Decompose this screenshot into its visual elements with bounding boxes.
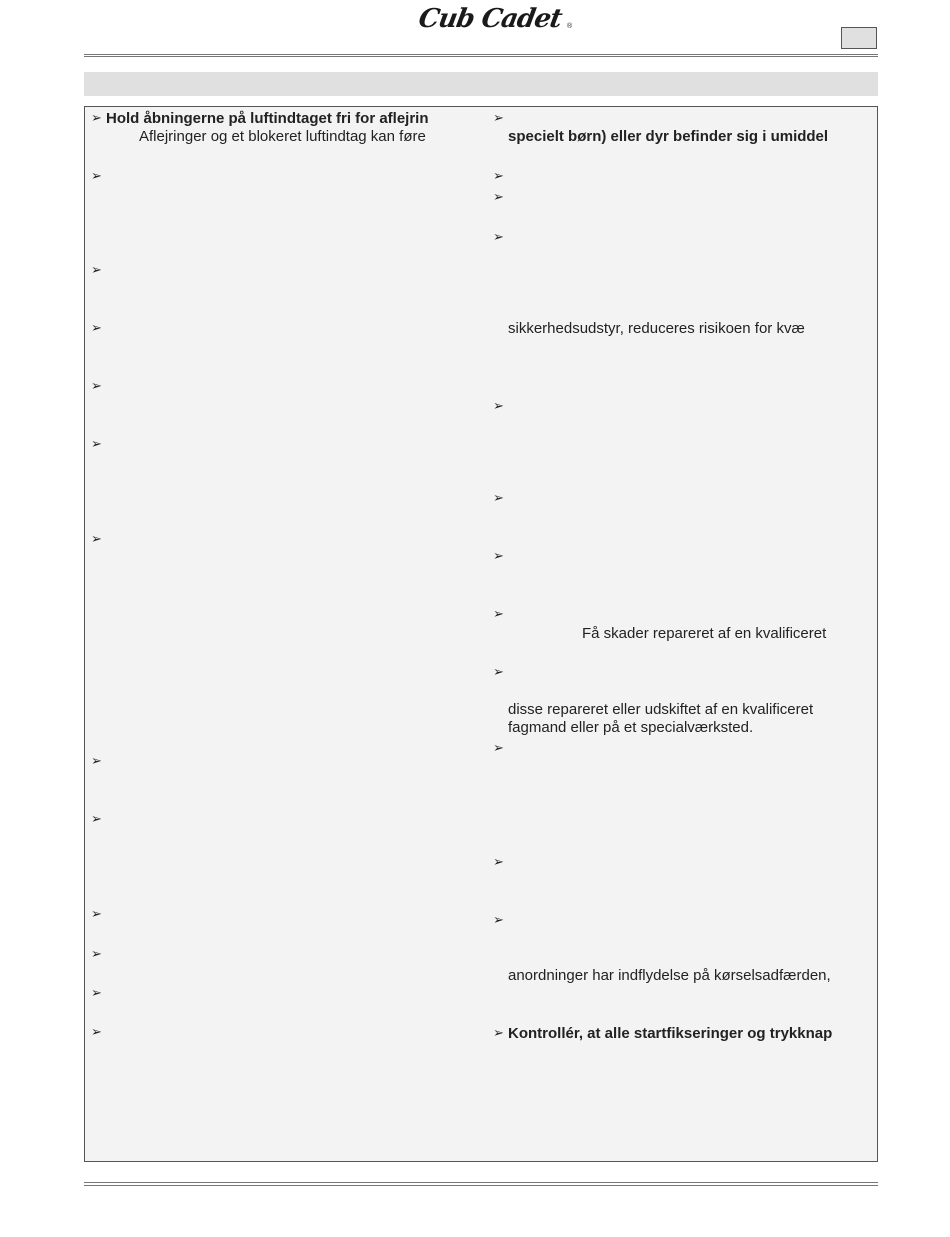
- header-rule-thin: [84, 56, 878, 57]
- arrow-bullet-icon: ➢: [493, 1026, 504, 1041]
- arrow-bullet-icon: ➢: [91, 986, 102, 1001]
- arrow-bullet-icon: ➢: [493, 169, 504, 184]
- arrow-bullet-icon: ➢: [91, 263, 102, 278]
- arrow-bullet-icon: ➢: [91, 532, 102, 547]
- left-item-1-text: Aflejringer og et blokeret luftindtag kan føre: [139, 128, 426, 145]
- arrow-bullet-icon: ➢: [493, 549, 504, 564]
- right-item-1-text: specielt børn) eller dyr befinder sig i umiddel: [508, 128, 829, 145]
- cub-cadet-logo: [400, 4, 580, 38]
- arrow-bullet-icon: ➢: [91, 907, 102, 922]
- section-title-band: [84, 72, 878, 96]
- arrow-bullet-icon: ➢: [493, 230, 504, 245]
- arrow-bullet-icon: ➢: [493, 913, 504, 928]
- left-item-1-title: Hold åbningerne på luftindtaget fri for aflejrin: [106, 110, 429, 127]
- page-number-box: [841, 27, 877, 49]
- right-item-8-text: Få skader repareret af en kvalificeret: [582, 625, 827, 642]
- arrow-bullet-icon: ➢: [91, 812, 102, 827]
- right-item-9-text-b: fagmand eller på et specialværksted.: [508, 719, 754, 736]
- arrow-bullet-icon: ➢: [493, 665, 504, 680]
- right-item-13-title: Kontrollér, at alle startfikseringer og trykknap: [508, 1025, 833, 1042]
- logo-wordmark: Cub Cadet: [416, 4, 564, 34]
- arrow-bullet-icon: ➢: [91, 947, 102, 962]
- header-rule: [84, 54, 878, 55]
- arrow-bullet-icon: ➢: [91, 754, 102, 769]
- footer-rule-thin: [84, 1185, 878, 1186]
- arrow-bullet-icon: ➢: [493, 855, 504, 870]
- arrow-bullet-icon: ➢: [493, 190, 504, 205]
- arrow-bullet-icon: ➢: [493, 491, 504, 506]
- arrow-bullet-icon: ➢: [91, 321, 102, 336]
- right-item-12-text: anordninger har indflydelse på kørselsadfærden,: [508, 967, 831, 984]
- arrow-bullet-icon: ➢: [91, 437, 102, 452]
- right-item-9-text-a: disse repareret eller udskiftet af en kvalificeret: [508, 701, 814, 718]
- registered-mark: ®: [567, 23, 573, 30]
- arrow-bullet-icon: ➢: [493, 399, 504, 414]
- arrow-bullet-icon: ➢: [493, 111, 504, 126]
- arrow-bullet-icon: ➢: [91, 379, 102, 394]
- footer-rule: [84, 1182, 878, 1183]
- arrow-bullet-icon: ➢: [493, 607, 504, 622]
- right-item-4-text: sikkerhedsudstyr, reduceres risikoen for kvæ: [508, 320, 805, 337]
- arrow-bullet-icon: ➢: [493, 741, 504, 756]
- arrow-bullet-icon: ➢: [91, 1025, 102, 1040]
- arrow-bullet-icon: ➢: [91, 169, 102, 184]
- arrow-bullet-icon: ➢: [91, 111, 102, 126]
